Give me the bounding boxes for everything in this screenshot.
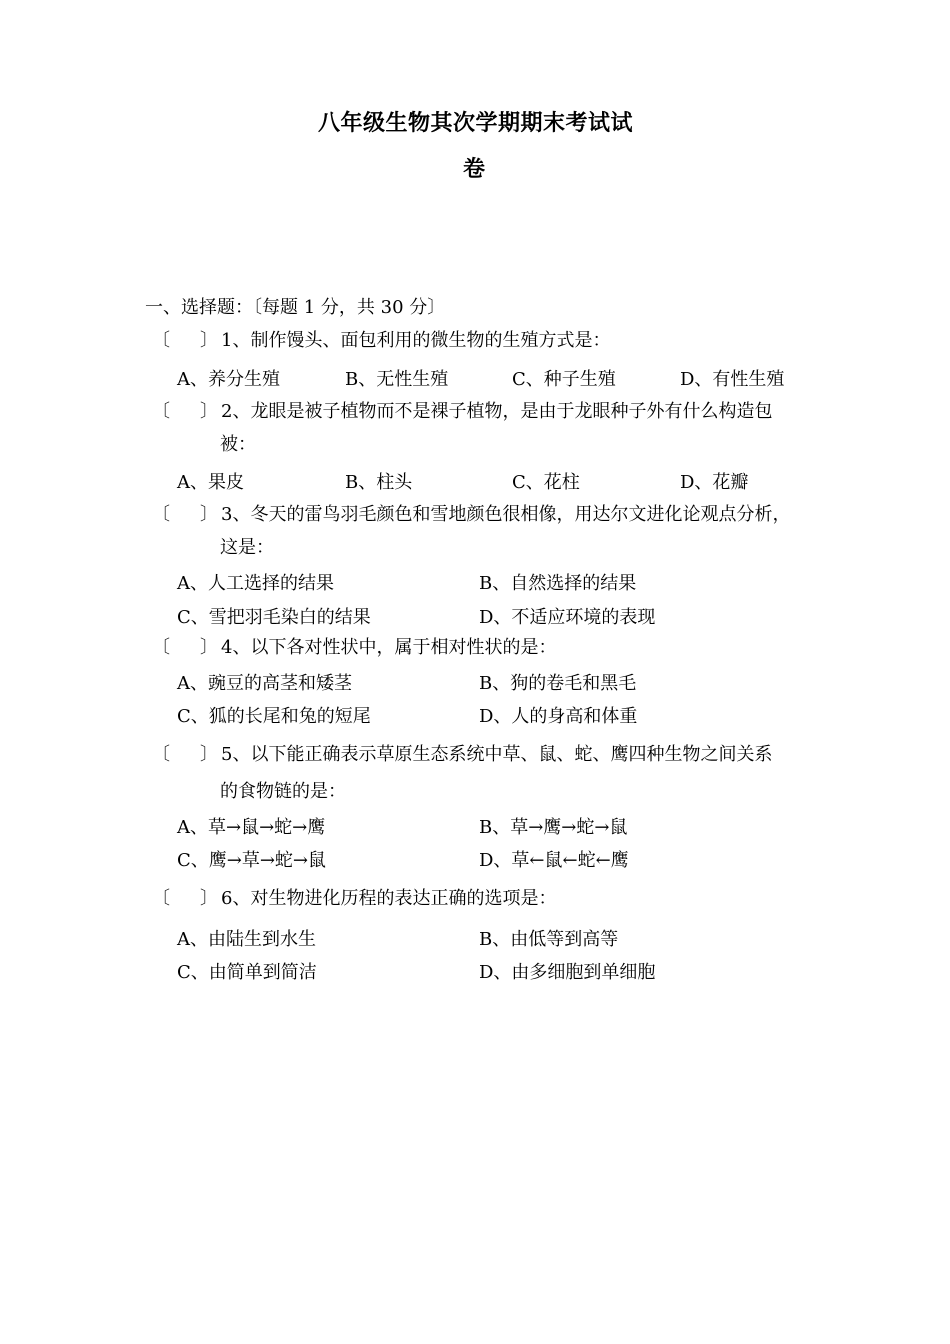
option-a: A、人工选择的结果 [177,573,334,594]
option-d: D、不适应环境的表现 [479,607,656,628]
option-c: C、雪把羽毛染白的结果 [177,607,371,628]
question-stem-continued: 这是： [220,537,274,558]
question-stem: 5、以下能正确表示草原生态系统中草、鼠、蛇、鹰四种生物之间关系 [221,744,773,765]
option-a: A、养分生殖 [177,369,280,390]
option-b: B、无性生殖 [345,369,449,390]
option-d: D、花瓣 [680,472,749,493]
question-stem: 1、制作馒头、面包利用的微生物的生殖方式是： [221,330,611,351]
answer-bracket-open: 〔 [152,888,170,909]
answer-bracket-close: 〕 [200,401,218,422]
option-b: B、狗的卷毛和黑毛 [479,673,637,694]
section-heading: 一、选择题：〔每题 1 分，共 30 分〕 [145,297,446,318]
answer-bracket-open: 〔 [152,330,170,351]
page-title-line-2: 卷 [463,157,486,182]
question-stem: 6、对生物进化历程的表达正确的选项是： [221,888,557,909]
option-c: C、狐的长尾和兔的短尾 [177,706,371,727]
question-stem: 2、龙眼是被子植物而不是裸子植物，是由于龙眼种子外有什么构造包 [221,401,773,422]
question-stem: 4、以下各对性状中，属于相对性状的是： [221,637,557,658]
question-stem-continued: 被： [220,434,256,455]
option-a: A、由陆生到水生 [177,929,316,950]
option-d: D、由多细胞到单细胞 [479,962,656,983]
option-b: B、柱头 [345,472,413,493]
option-c: C、花柱 [512,472,580,493]
option-a: A、果皮 [177,472,244,493]
answer-bracket-close: 〕 [200,637,218,658]
option-c: C、由简单到简洁 [177,962,317,983]
question-stem: 3、冬天的雷鸟羽毛颜色和雪地颜色很相像，用达尔文进化论观点分析， [221,504,791,525]
option-b: B、自然选择的结果 [479,573,637,594]
option-a: A、草→鼠→蛇→鹰 [177,817,326,838]
page-title-line-1: 八年级生物其次学期期末考试试 [318,111,634,136]
answer-bracket-open: 〔 [152,504,170,525]
answer-bracket-open: 〔 [152,401,170,422]
answer-bracket-close: 〕 [200,330,218,351]
question-stem-continued: 的食物链的是： [220,781,346,802]
answer-bracket-close: 〕 [200,744,218,765]
option-b: B、由低等到高等 [479,929,619,950]
answer-bracket-close: 〕 [200,888,218,909]
option-d: D、有性生殖 [680,369,785,390]
option-c: C、种子生殖 [512,369,616,390]
option-d: D、草←鼠←蛇←鹰 [479,850,629,871]
option-b: B、草→鹰→蛇→鼠 [479,817,628,838]
answer-bracket-close: 〕 [200,504,218,525]
answer-bracket-open: 〔 [152,744,170,765]
option-d: D、人的身高和体重 [479,706,638,727]
option-a: A、豌豆的高茎和矮茎 [177,673,352,694]
option-c: C、鹰→草→蛇→鼠 [177,850,327,871]
answer-bracket-open: 〔 [152,637,170,658]
